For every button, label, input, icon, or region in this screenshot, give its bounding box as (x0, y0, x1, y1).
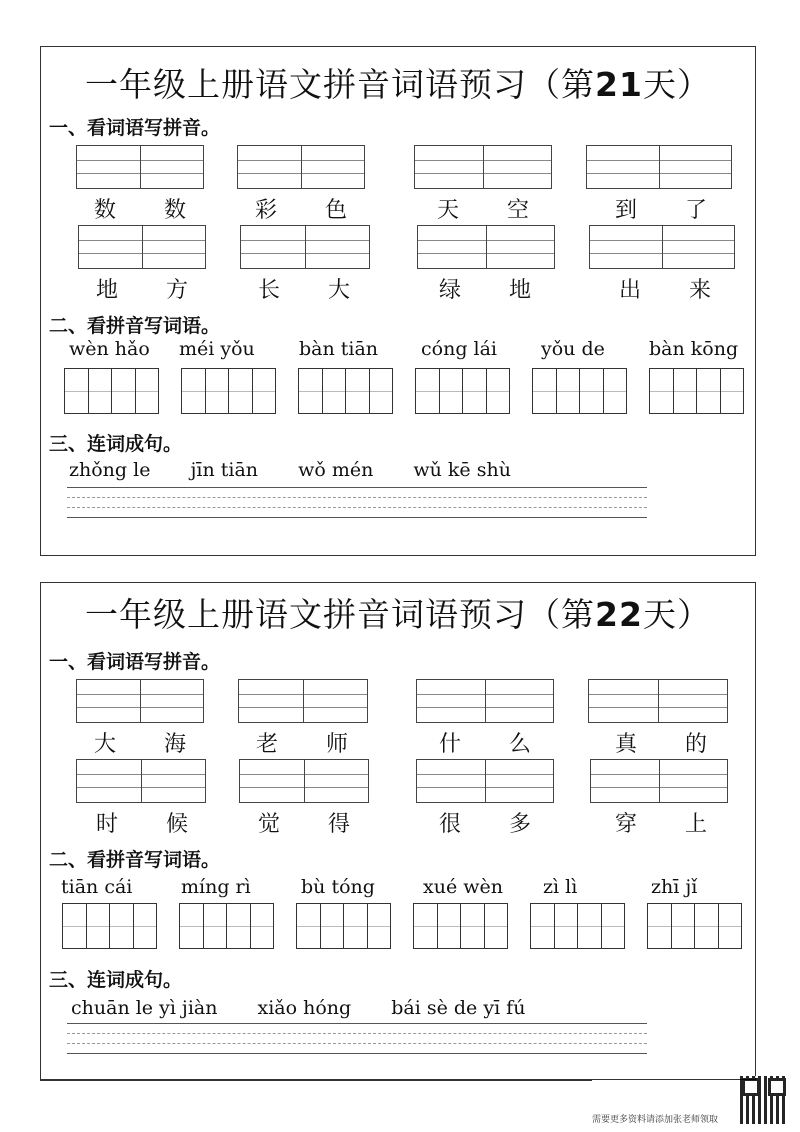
character-write-grid[interactable] (64, 368, 159, 414)
worksheet-day-21 (40, 46, 756, 556)
sentence-writing-lines[interactable] (67, 1023, 647, 1063)
word-zhende: 真 的 (615, 732, 707, 757)
pinyin-write-box[interactable] (417, 225, 555, 269)
word-caise: 彩 色 (255, 198, 347, 223)
section-1-heading: 一、看词语写拼音。 (49, 651, 221, 673)
character-write-grid[interactable] (530, 903, 625, 949)
pinyin-write-box[interactable] (76, 759, 206, 803)
word-chulai: 出 来 (619, 278, 711, 303)
word-tiankong: 天 空 (437, 198, 529, 223)
pinyin-write-box[interactable] (78, 225, 206, 269)
word-difang: 地 方 (96, 278, 188, 303)
character-write-grid[interactable] (647, 903, 742, 949)
section-1-heading: 一、看词语写拼音。 (49, 117, 221, 139)
character-write-grid[interactable] (413, 903, 508, 949)
section-2-heading: 二、看拼音写词语。 (49, 849, 221, 871)
sentence-writing-lines[interactable] (67, 487, 647, 527)
pinyin-prompt: míng rì (181, 876, 251, 898)
pinyin-prompt: zhī jǐ (651, 876, 698, 898)
pinyin-write-box[interactable] (590, 759, 728, 803)
pinyin-write-box[interactable] (588, 679, 728, 723)
word-juede: 觉 得 (258, 812, 350, 837)
pinyin-write-box[interactable] (240, 225, 370, 269)
page-title: 一年级上册语文拼音词语预习（第22天） (85, 595, 711, 634)
pinyin-write-box[interactable] (586, 145, 732, 189)
page-title: 一年级上册语文拼音词语预习（第21天） (85, 65, 711, 104)
word-lvdi: 绿 地 (439, 278, 531, 303)
pinyin-write-box[interactable] (237, 145, 365, 189)
pinyin-write-box[interactable] (76, 145, 204, 189)
word-shenme: 什 么 (439, 732, 531, 757)
pinyin-write-box[interactable] (589, 225, 735, 269)
section-3-heading: 三、连词成句。 (49, 969, 183, 991)
word-shushu: 数 数 (94, 198, 186, 223)
word-shihou: 时 候 (96, 812, 188, 837)
pinyin-prompt: tiān cái (61, 876, 133, 898)
section-3-heading: 三、连词成句。 (49, 433, 183, 455)
character-write-grid[interactable] (62, 903, 157, 949)
word-zhangda: 长 大 (258, 278, 350, 303)
pinyin-prompt: xué wèn (423, 876, 503, 898)
character-write-grid[interactable] (179, 903, 274, 949)
pinyin-write-box[interactable] (239, 759, 369, 803)
pinyin-prompt: bù tóng (301, 876, 375, 898)
pinyin-write-box[interactable] (76, 679, 204, 723)
word-daole: 到 了 (615, 198, 707, 223)
worksheet-day-22 (40, 582, 756, 1080)
word-laoshi: 老 师 (256, 732, 348, 757)
word-henduo: 很 多 (439, 812, 531, 837)
pinyin-write-box[interactable] (238, 679, 368, 723)
pinyin-write-box[interactable] (416, 759, 554, 803)
pinyin-prompt: yǒu de (541, 338, 605, 360)
word-dahai: 大 海 (94, 732, 186, 757)
pinyin-prompt: zì lì (543, 876, 578, 898)
character-write-grid[interactable] (415, 368, 510, 414)
footer-rule (40, 1080, 592, 1081)
character-write-grid[interactable] (649, 368, 744, 414)
pinyin-prompt: bàn kōng (649, 338, 739, 360)
pinyin-prompt: bàn tiān (299, 338, 379, 360)
qr-code-icon (740, 1076, 788, 1124)
sentence-words: chuān le yì jiàn xiǎo hóng bái sè de yī fú (71, 997, 526, 1019)
section-2-heading: 二、看拼音写词语。 (49, 315, 221, 337)
pinyin-write-box[interactable] (414, 145, 552, 189)
word-chuanshang: 穿 上 (615, 812, 707, 837)
character-write-grid[interactable] (181, 368, 276, 414)
pinyin-prompt: méi yǒu (179, 338, 255, 360)
pinyin-prompt: wèn hǎo (69, 338, 150, 360)
character-write-grid[interactable] (296, 903, 391, 949)
character-write-grid[interactable] (532, 368, 627, 414)
character-write-grid[interactable] (298, 368, 393, 414)
sentence-words: zhǒng le jīn tiān wǒ mén wǔ kē shù (69, 459, 511, 481)
pinyin-prompt: cóng lái (421, 338, 497, 360)
pinyin-write-box[interactable] (416, 679, 554, 723)
footer-note: 需要更多资料请添加张老师领取 (592, 1115, 719, 1125)
